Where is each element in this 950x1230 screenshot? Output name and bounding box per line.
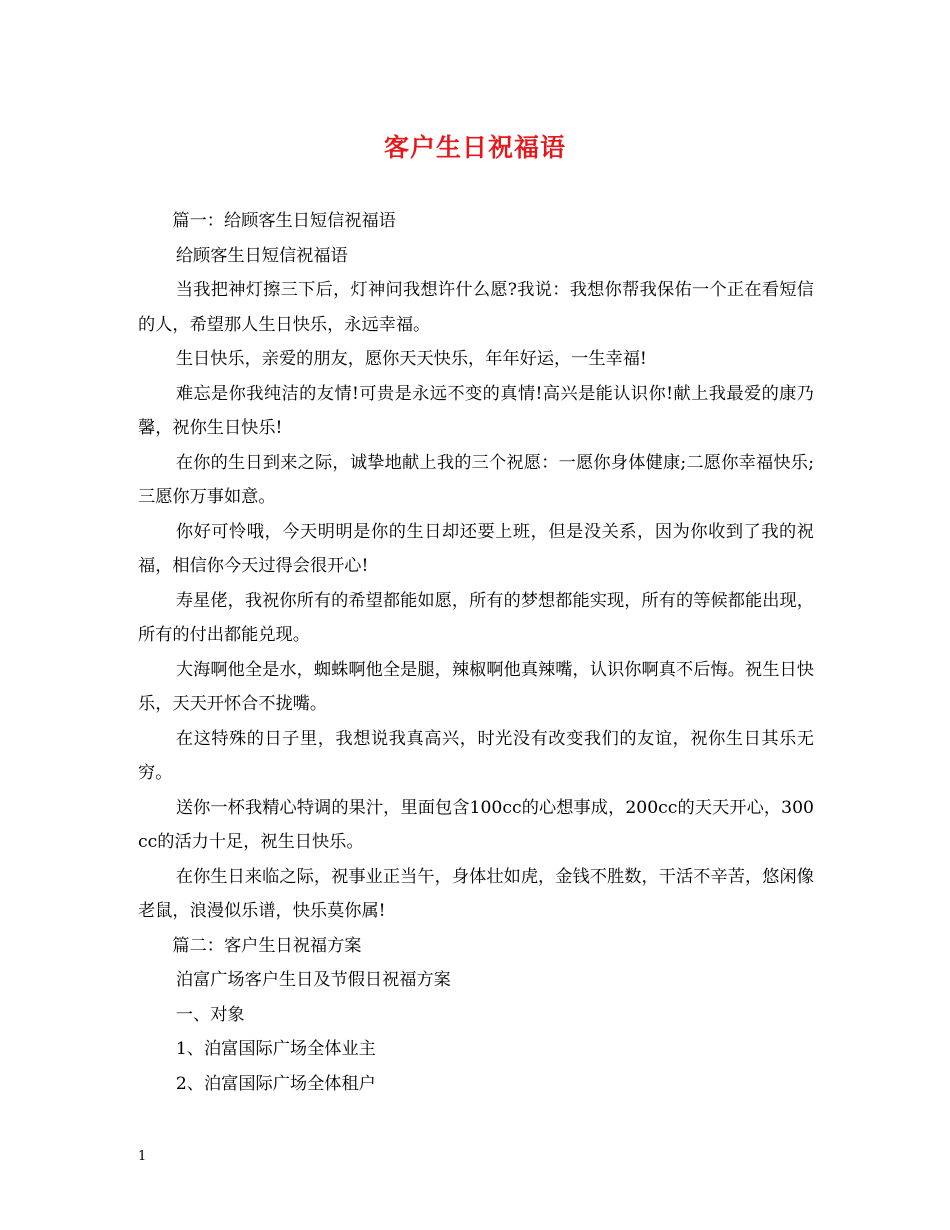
paragraph: 难忘是你我纯洁的友情!可贵是永远不变的真情!高兴是能认识你!献上我最爱的康乃馨，祝你生日快乐! [138,383,814,438]
section-heading-1: 篇一：给顾客生日短信祝福语 [172,211,396,231]
paragraph: 寿星佬，我祝你所有的希望都能如愿，所有的梦想都能实现，所有的等候都能出现，所有的付出都能兑现。 [138,590,814,645]
paragraph: 在这特殊的日子里，我想说我真高兴，时光没有改变我们的友谊，祝你生日其乐无穷。 [138,728,814,783]
paragraph: 在你生日来临之际，祝事业正当午，身体壮如虎，金钱不胜数，干活不辛苦，悠闲像老鼠，浪漫似乐谱，快乐莫你属! [138,866,814,921]
list-item: 2、泊富国际广场全体租户 [175,1073,376,1094]
subheading: 给顾客生日短信祝福语 [175,245,348,266]
paragraph: 送你一杯我精心特调的果汁，里面包含100cc的心想事成，200cc的天天开心，300cc的活力十足，祝生日快乐。 [138,797,814,852]
subheading: 泊富广场客户生日及节假日祝福方案 [175,970,451,990]
list-item: 1、泊富国际广场全体业主 [175,1039,376,1059]
document-title: 客户生日祝福语 [383,133,566,162]
paragraph: 生日快乐，亲爱的朋友，愿你天天快乐，年年好运，一生幸福! [175,349,647,369]
paragraph: 当我把神灯擦三下后，灯神问我想许什么愿?我说：我想你帮我保佑一个正在看短信的人，希望那人生日快乐，永远幸福。 [138,280,814,335]
paragraph: 大海啊他全是水，蜘蛛啊他全是腿，辣椒啊他真辣嘴，认识你啊真不后悔。祝生日快乐，天天开怀合不拢嘴。 [138,659,814,714]
paragraph: 在你的生日到来之际，诚挚地献上我的三个祝愿：一愿你身体健康;二愿你幸福快乐;三愿你万事如意。 [138,452,814,507]
paragraph: 你好可怜哦，今天明明是你的生日却还要上班，但是没关系，因为你收到了我的祝福，相信你今天过得会很开心! [138,521,814,576]
list-heading: 一、对象 [175,1004,245,1025]
section-heading-2: 篇二：客户生日祝福方案 [172,935,362,956]
document-body [138,204,814,1101]
page-number: 1 [138,1149,147,1164]
